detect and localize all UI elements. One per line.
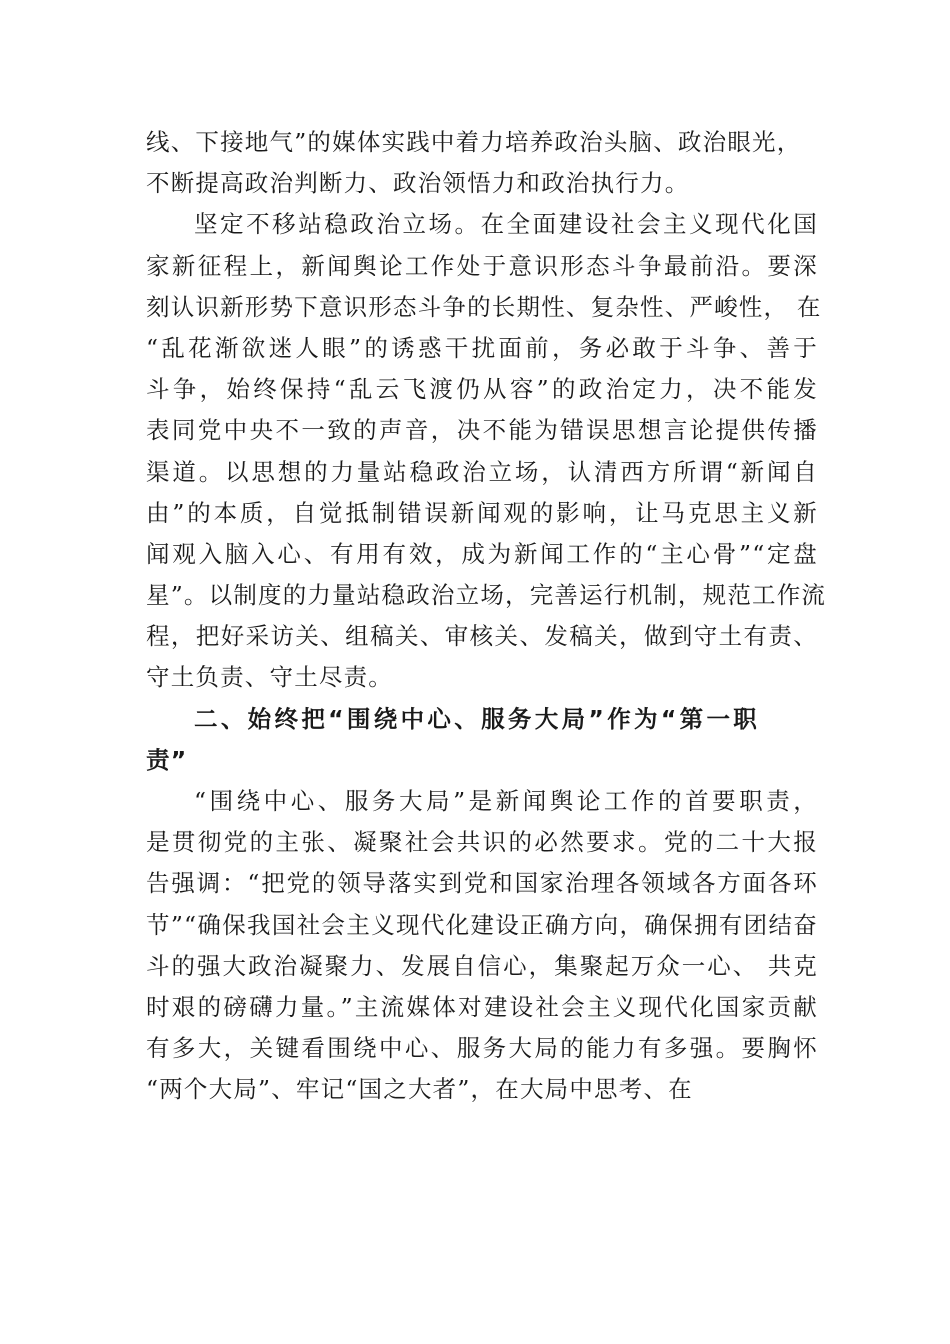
text-line: 闻观入脑入心、有用有效，成为新闻工作的“主心骨”“定盘 (146, 539, 818, 568)
text-line: 家新征程上，新闻舆论工作处于意识形态斗争最前沿。要深 (146, 251, 818, 280)
text-line: 由”的本质，自觉抵制错误新闻观的影响，让马克思主义新 (146, 498, 818, 527)
text-line: 节”“确保我国社会主义现代化建设正确方向，确保拥有团结奋 (146, 910, 818, 939)
paragraph-3 (146, 781, 826, 1111)
text-line: 不断提高政治判断力、政治领悟力和政治执行力。 (146, 169, 690, 198)
text-line: 程，把好采访关、组稿关、审核关、发稿关，做到守土有责、 (146, 622, 818, 651)
text-line: 渠道。以思想的力量站稳政治立场，认清西方所谓“新闻自 (146, 457, 818, 486)
text-line: 有多大，关键看围绕中心、服务大局的能力有多强。要胸怀 (146, 1034, 818, 1063)
text-line: 时艰的磅礴力量。”主流媒体对建设社会主义现代化国家贡献 (146, 992, 818, 1021)
text-line: “围绕中心、服务大局”是新闻舆论工作的首要职责， (194, 787, 818, 815)
text-line: “两个大局”、牢记“国之大者”，在大局中思考、在 (146, 1075, 693, 1104)
text-line: 线、下接地气”的媒体实践中着力培养政治头脑、政治眼光， (146, 128, 802, 156)
text-line: 守土负责、守土尽责。 (146, 663, 393, 692)
text-line: 斗争，始终保持“乱云飞渡仍从容”的政治定力，决不能发 (146, 375, 818, 404)
section-heading (146, 699, 826, 781)
text-line: 刻认识新形势下意识形态斗争的长期性、复杂性、严峻性， 在 (146, 292, 822, 321)
text-line: “乱花渐欲迷人眼”的诱惑干扰面前，务必敢于斗争、善于 (146, 333, 818, 362)
document-body (146, 122, 826, 1111)
heading-line: 二、始终把“围绕中心、服务大局”作为“第一职 (194, 704, 758, 733)
heading-line: 责” (146, 745, 188, 774)
paragraph-2 (146, 204, 826, 698)
text-line: 是贯彻党的主张、凝聚社会共识的必然要求。党的二十大报 (146, 828, 818, 857)
text-line: 告强调：“把党的领导落实到党和国家治理各领域各方面各环 (146, 869, 818, 898)
text-line: 斗的强大政治凝聚力、发展自信心，集聚起万众一心、 共克 (146, 951, 818, 980)
text-line: 星”。以制度的力量站稳政治立场，完善运行机制，规范工作流 (146, 581, 827, 610)
paragraph-1 (146, 122, 826, 204)
text-line: 坚定不移站稳政治立场。在全面建设社会主义现代化国 (194, 210, 818, 239)
text-line: 表同党中央不一致的声音，决不能为错误思想言论提供传播 (146, 416, 818, 445)
